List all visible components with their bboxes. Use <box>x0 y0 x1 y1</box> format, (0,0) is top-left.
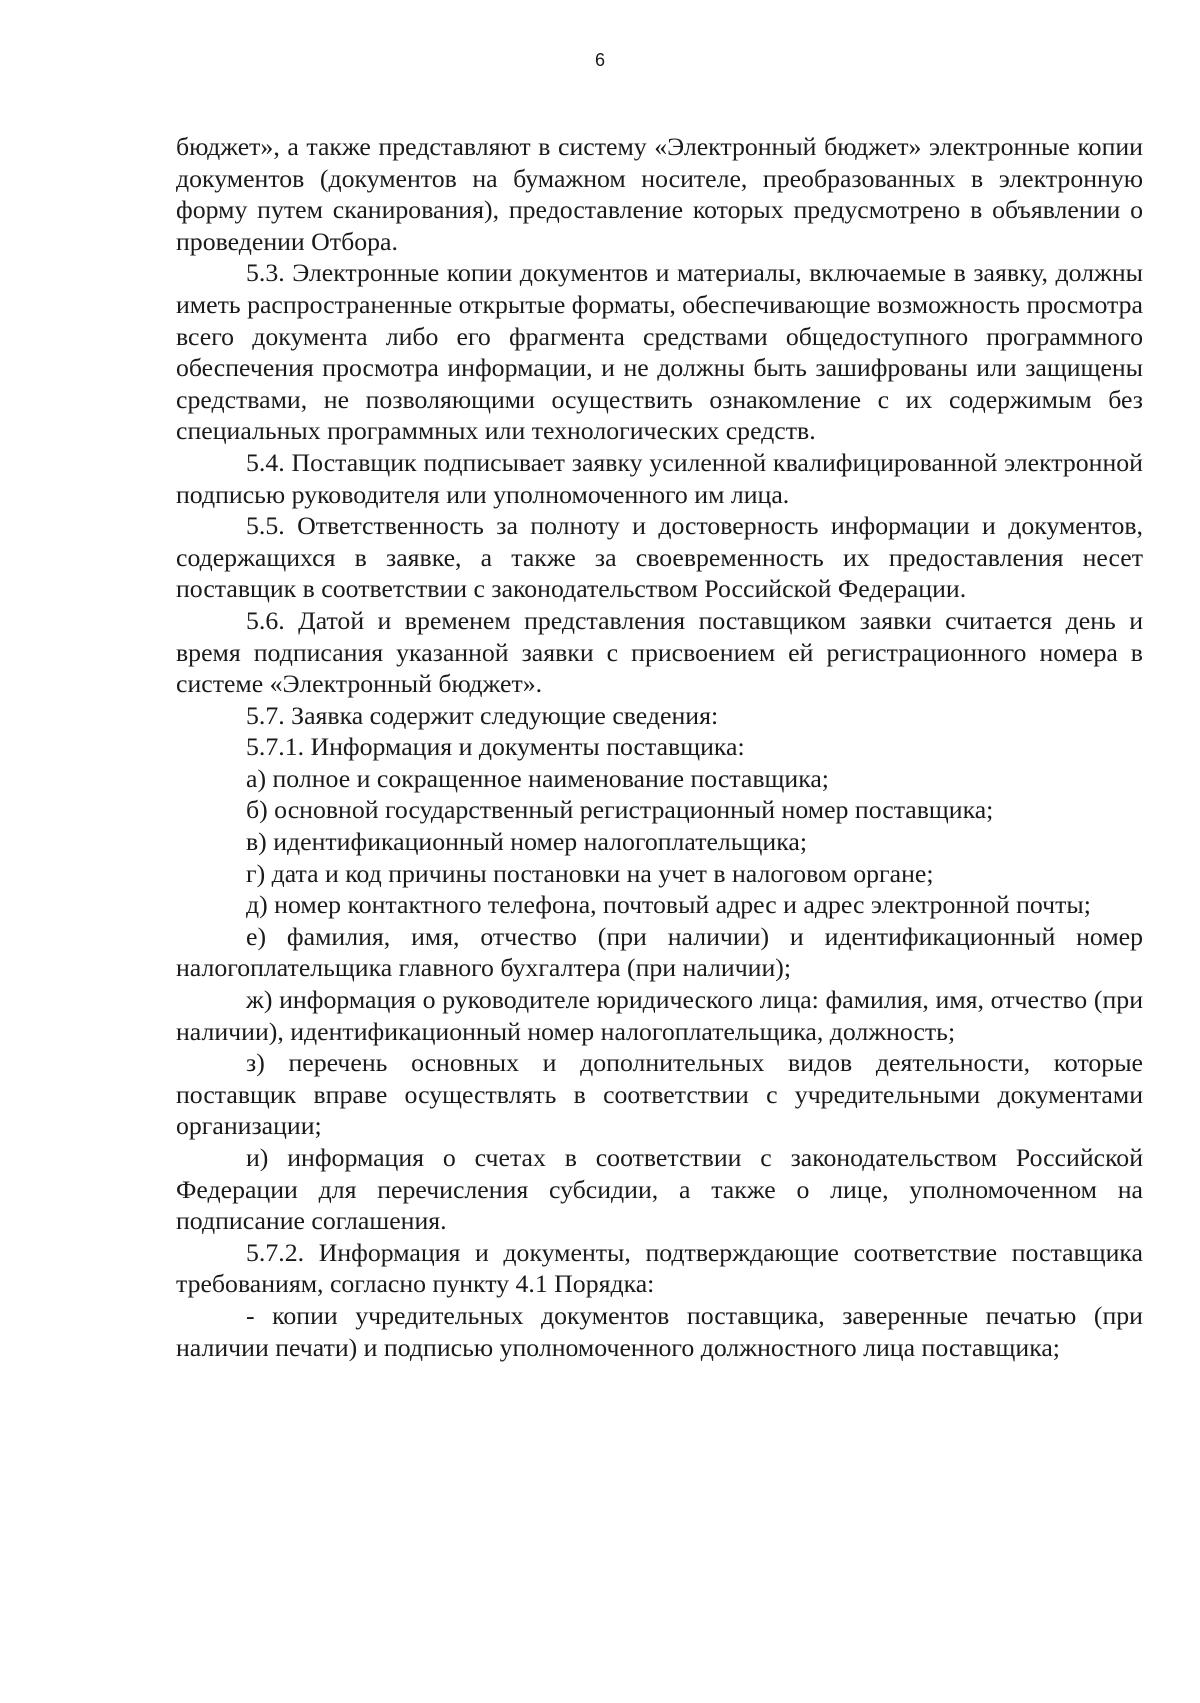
list-item-z: з) перечень основных и дополнительных видов деятельности, которые поставщик вправе осуществлять в соответствии с учредительными документами организации; <box>176 1048 1143 1141</box>
paragraph-5-6: 5.6. Датой и временем представления поставщиком заявки считается день и время подписания указанной заявки с присвоением ей регистрационного номера в системе «Электронный бюджет». <box>176 605 1143 699</box>
list-item-zh: ж) информация о руководителе юридического лица: фамилия, имя, отчество (при наличии), идентификационный номер налогоплательщика, должность; <box>176 985 1143 1046</box>
paragraph-5-7-1: 5.7.1. Информация и документы поставщика: <box>246 732 745 762</box>
paragraph-5-4: 5.4. Поставщик подписывает заявку усиленной квалифицированной электронной подписью руководителя или уполномоченного им лица. <box>176 447 1143 509</box>
paragraph-5-7: 5.7. Заявка содержит следующие сведения: <box>246 700 719 730</box>
paragraph-5-5: 5.5. Ответственность за полноту и достоверность информации и документов, содержащихся в заявке, а также за своевременность их предоставления несет поставщик в соответствии с законодательством Российской Федерации. <box>176 511 1143 604</box>
paragraph-5-7-2: 5.7.2. Информация и документы, подтверждающие соответствие поставщика требованиям, согласно пункту 4.1 Порядка: <box>176 1237 1143 1299</box>
page-number: 6 <box>594 50 605 70</box>
list-item-g: г) дата и код причины постановки на учет в налоговом органе; <box>246 858 934 888</box>
list-item-d: д) номер контактного телефона, почтовый адрес и адрес электронной почты; <box>246 890 1091 920</box>
paragraph-5-3: 5.3. Электронные копии документов и материалы, включаемые в заявку, должны иметь распространенные открытые форматы, обеспечивающие возможность просмотра всего документа либо его фрагмента средствами общедоступного программного обеспечения просмотра информации, и не должны быть зашифрованы или защищены средствами, не позволяющими осуществить ознакомление с их содержимым без специальных программных или технологических средств. <box>176 258 1143 446</box>
paragraph-continuation: бюджет», а также представляют в систему «Электронный бюджет» электронные копии документов (документов на бумажном носителе, преобразованных в электронную форму путем сканирования), предоставление которых предусмотрено в объявлении о проведении Отбора. <box>176 132 1143 256</box>
list-item-dash: - копии учредительных документов поставщика, заверенные печатью (при наличии печати) и подписью уполномоченного должностного лица поставщика; <box>176 1300 1143 1362</box>
list-item-e: е) фамилия, имя, отчество (при наличии) и идентификационный номер налогоплательщика главного бухгалтера (при наличии); <box>176 921 1143 983</box>
list-item-b: б) основной государственный регистрационный номер поставщика; <box>246 795 994 825</box>
list-item-i: и) информация о счетах в соответствии с законодательством Российской Федерации для перечисления субсидии, а также о лице, уполномоченном на подписание соглашения. <box>176 1143 1143 1236</box>
list-item-v: в) идентификационный номер налогоплательщика; <box>246 827 807 857</box>
list-item-a: а) полное и сокращенное наименование поставщика; <box>246 763 829 793</box>
document-body <box>176 131 1143 1363</box>
